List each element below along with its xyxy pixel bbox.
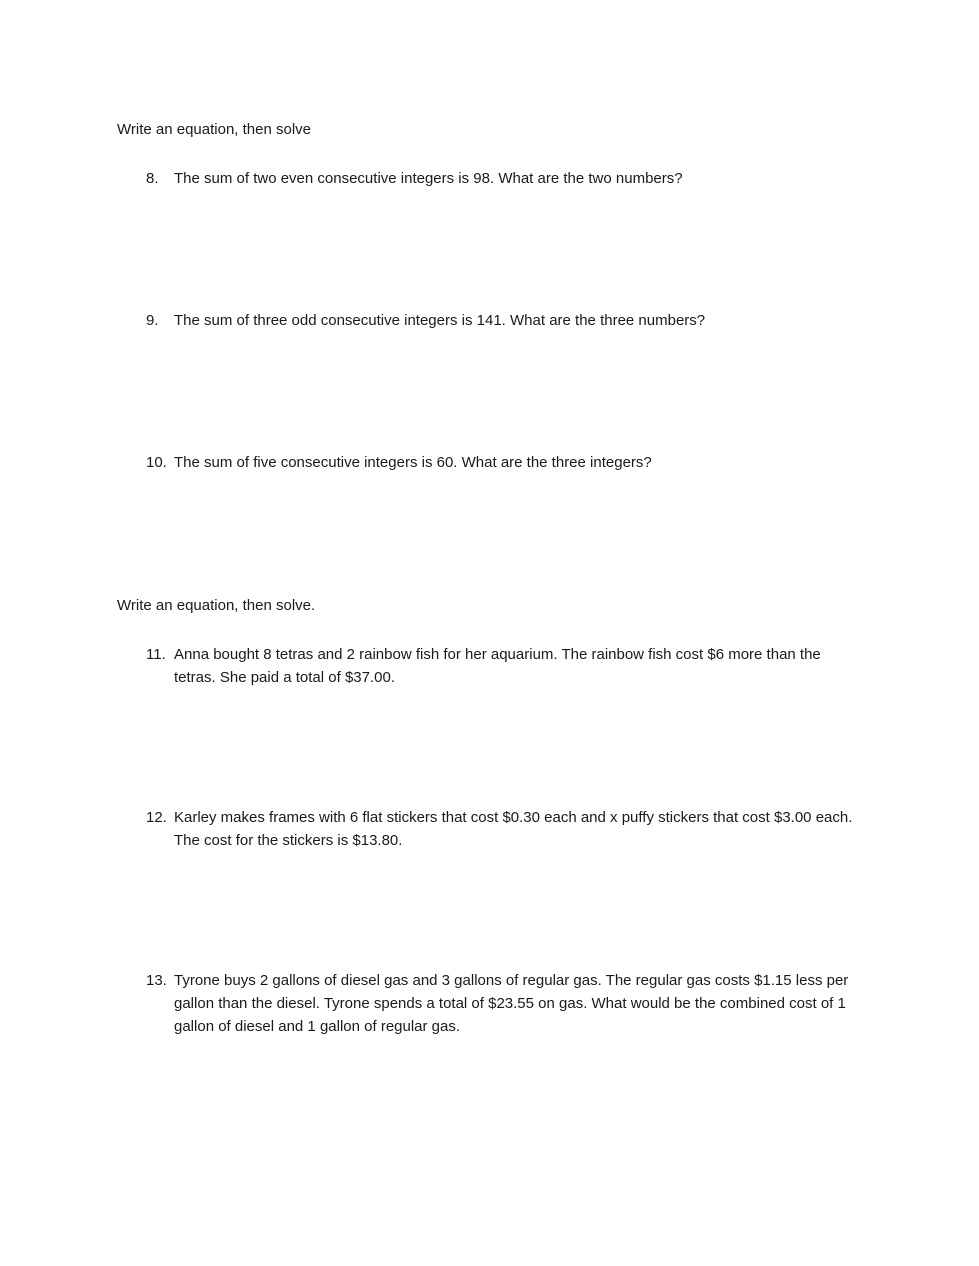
section-word-problems [117, 594, 863, 1038]
problem-text: The sum of three odd consecutive integers is 141. What are the three numbers? [174, 312, 706, 329]
section-consecutive-integers [117, 118, 863, 474]
problem-number: 8. [146, 170, 159, 187]
problem-text: The sum of five consecutive integers is 60. What are the three integers? [174, 454, 652, 471]
problem-text: Anna bought 8 tetras and 2 rainbow fish for her aquarium. The rainbow fish cost $6 more than the tetras. She paid a total of $37.00. [174, 646, 821, 686]
problem-item-12 [146, 806, 863, 852]
problem-item-8 [146, 167, 863, 190]
problem-number: 10. [146, 454, 167, 471]
problem-text: Tyrone buys 2 gallons of diesel gas and 3 gallons of regular gas. The regular gas costs $1.15 less per gallon than the diesel. Tyrone spends a total of $23.55 on gas. What would be the combined cost of 1 gallon of diesel and 1 gallon of regular gas. [174, 972, 849, 1035]
problem-item-11 [146, 643, 863, 689]
problem-text: The sum of two even consecutive integers is 98. What are the two numbers? [174, 170, 683, 187]
problem-number: 13. [146, 972, 167, 989]
section-heading: Write an equation, then solve. [117, 597, 316, 614]
problem-number: 9. [146, 312, 159, 329]
problem-number: 11. [146, 646, 166, 663]
problem-item-13 [146, 969, 863, 1038]
problem-text: Karley makes frames with 6 flat stickers that cost $0.30 each and x puffy stickers that cost $3.00 each. The cost for the stickers is $13.80. [174, 809, 853, 849]
problem-item-9 [146, 309, 863, 332]
section-heading: Write an equation, then solve [117, 121, 312, 138]
problem-item-10 [146, 451, 863, 474]
problem-number: 12. [146, 809, 167, 826]
